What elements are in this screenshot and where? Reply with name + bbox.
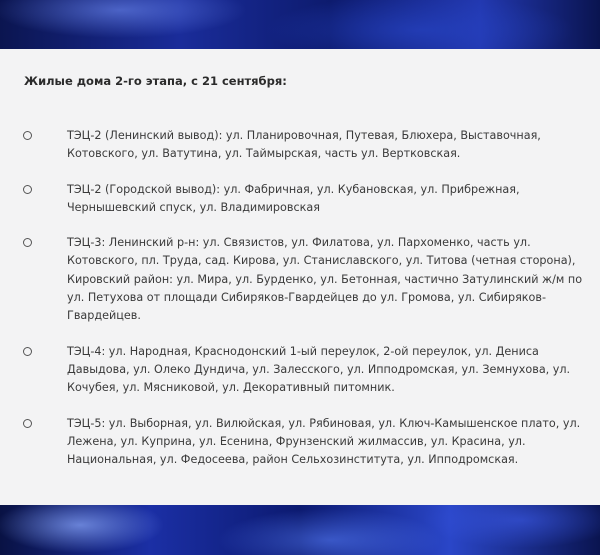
list-item-text: ТЭЦ-2 (Городской вывод): ул. Фабричная, ул. Кубановская, ул. Прибрежная, Чернышевский спуск, ул. Владимировская [67,182,520,214]
circle-bullet-icon [23,347,32,356]
background-image-bottom [0,505,600,555]
section-heading: Жилые дома 2-го этапа, с 21 сентября: [24,74,287,88]
circle-bullet-icon [23,131,32,140]
list-item-text: ТЭЦ-2 (Ленинский вывод): ул. Планировочная, Путевая, Блюхера, Выставочная, Котовского, ул. Ватутина, ул. Таймырская, часть ул. Вертковская. [67,129,541,161]
list-item-text: ТЭЦ-5: ул. Выборная, ул. Вилюйская, ул. Рябиновая, ул. Ключ-Камышенское плато, ул. Лежена, ул. Куприна, ул. Есенина, Фрунзенский жилмассив, ул. Красина, ул. Национальная, ул. Федосеева, район Сельхозинститута, ул. Ипподромская. [67,416,581,467]
list-item [0,127,600,164]
list-item [0,234,600,325]
list-item-text: ТЭЦ-3: Ленинский р-н: ул. Связистов, ул. Филатова, ул. Пархоменко, часть ул. Котовского, пл. Труда, сад. Кирова, ул. Станиславского, ул. Титова (четная сторона), Кировский район: ул. Мира, ул. Бурденко, ул. Бетонная, частично Затулинский ж/м по ул. Петухова от площади Сибиряков-Гвардейцев до ул. Громова, ул. Сибиряков-Гвардейцев. [67,236,583,323]
background-image-top [0,0,600,49]
list-item [0,181,600,218]
list-item [0,343,600,398]
circle-bullet-icon [23,185,32,194]
list-item-text: ТЭЦ-4: ул. Народная, Краснодонский 1-ый переулок, 2-ой переулок, ул. Дениса Давыдова, ул. Олеко Дундича, ул. Залесского, ул. Ипподромская, ул. Земнухова, ул. Кочубея, ул. Мясниковой, ул. Декоративный питомник. [67,344,571,395]
circle-bullet-icon [23,419,32,428]
circle-bullet-icon [23,238,32,247]
list-item [0,415,600,470]
content-panel [0,49,600,505]
district-list [0,127,600,486]
